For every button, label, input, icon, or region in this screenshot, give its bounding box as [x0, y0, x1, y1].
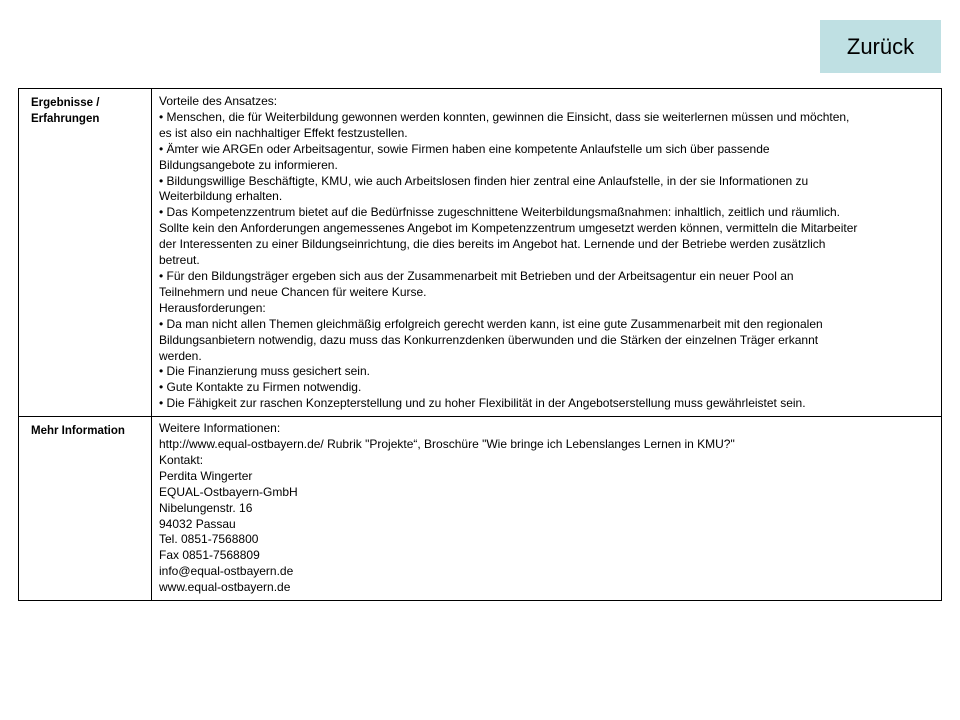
content-line: 94032 Passau — [159, 516, 236, 531]
content-line: • Da man nicht allen Themen gleichmäßig erfolgreich gerecht werden kann, ist eine gute Zusammenarbeit mit den regionalen — [159, 316, 823, 331]
content-line: Nibelungenstr. 16 — [159, 500, 253, 515]
content-line: werden. — [159, 348, 202, 363]
content-line: • Bildungswillige Beschäftigte, KMU, wie auch Arbeitslosen finden hier zentral eine Anlaufstelle, in der sie Informationen zu — [159, 173, 809, 188]
row-content-results — [152, 89, 942, 417]
row-label-line: Erfahrungen — [31, 113, 100, 125]
table-row-more-information — [19, 417, 942, 601]
back-button[interactable]: Zurück — [820, 20, 941, 73]
content-line: Teilnehmern und neue Chancen für weitere Kurse. — [159, 284, 427, 299]
content-line: Weitere Informationen: — [159, 421, 281, 436]
content-line: der Interessenten zu einer Bildungseinrichtung, die dies bereits im Angebot hat. Lernende und der Betriebe werden zusätzlich — [159, 237, 826, 252]
content-line: Bildungsanbietern notwendig, dazu muss das Konkurrenzdenken überwunden und die Stärken der einzelnen Träger erkannt — [159, 332, 819, 347]
content-line: • Ämter wie ARGEn oder Arbeitsagentur, sowie Firmen haben eine kompetente Anlaufstelle um sich über passende — [159, 141, 770, 156]
content-line: www.equal-ostbayern.de — [159, 580, 291, 595]
row-label-line: Ergebnisse / — [31, 97, 100, 109]
content-line: Weiterbildung erhalten. — [159, 189, 283, 204]
content-line: Kontakt: — [159, 452, 204, 467]
content-line: • Das Kompetenzzentrum bietet auf die Bedürfnisse zugeschnittene Weiterbildungsmaßnahmen: inhaltlich, zeitlich und räumlich. — [159, 205, 841, 220]
content-line: • Für den Bildungsträger ergeben sich aus der Zusammenarbeit mit Betrieben und der Arbeitsagentur ein neuer Pool an — [159, 268, 794, 283]
content-line: Sollte kein den Anforderungen angemessenes Angebot im Kompetenzzentrum umgesetzt werden können, vermitteln die Mitarbeiter — [159, 221, 858, 236]
content-line: • Menschen, die für Weiterbildung gewonnen werden konnten, gewinnen die Einsicht, dass sie weiterlernen müssen und möchten, — [159, 109, 850, 124]
row-label-line: Mehr Information — [31, 425, 125, 438]
content-line: es ist also ein nachhaltiger Effekt festzustellen. — [159, 125, 408, 140]
content-line: Herausforderungen: — [159, 300, 266, 315]
content-line: Bildungsangebote zu informieren. — [159, 157, 338, 172]
row-content-more-information — [152, 417, 942, 601]
info-table — [18, 88, 942, 601]
content-line: • Die Fähigkeit zur raschen Konzepterstellung und zu hoher Flexibilität in der Angebotserstellung muss gewährleistet sein. — [159, 396, 806, 411]
content-line: • Gute Kontakte zu Firmen notwendig. — [159, 380, 362, 395]
content-line: Vorteile des Ansatzes: — [159, 94, 278, 108]
row-label-more-information — [19, 417, 152, 601]
content-line: • Die Finanzierung muss gesichert sein. — [159, 364, 370, 379]
content-line: betreut. — [159, 253, 200, 268]
content-line: EQUAL-Ostbayern-GmbH — [159, 484, 298, 499]
table-row-results — [19, 89, 942, 417]
content-line: Fax 0851-7568809 — [159, 548, 260, 563]
content-line: Perdita Wingerter — [159, 468, 253, 483]
row-label-results — [19, 89, 152, 417]
content-line: Tel. 0851-7568800 — [159, 532, 259, 547]
content-line: info@equal-ostbayern.de — [159, 564, 294, 579]
content-line: http://www.equal-ostbayern.de/ Rubrik "Projekte“, Broschüre "Wie bringe ich Lebenslanges Lernen in KMU?" — [159, 437, 735, 452]
